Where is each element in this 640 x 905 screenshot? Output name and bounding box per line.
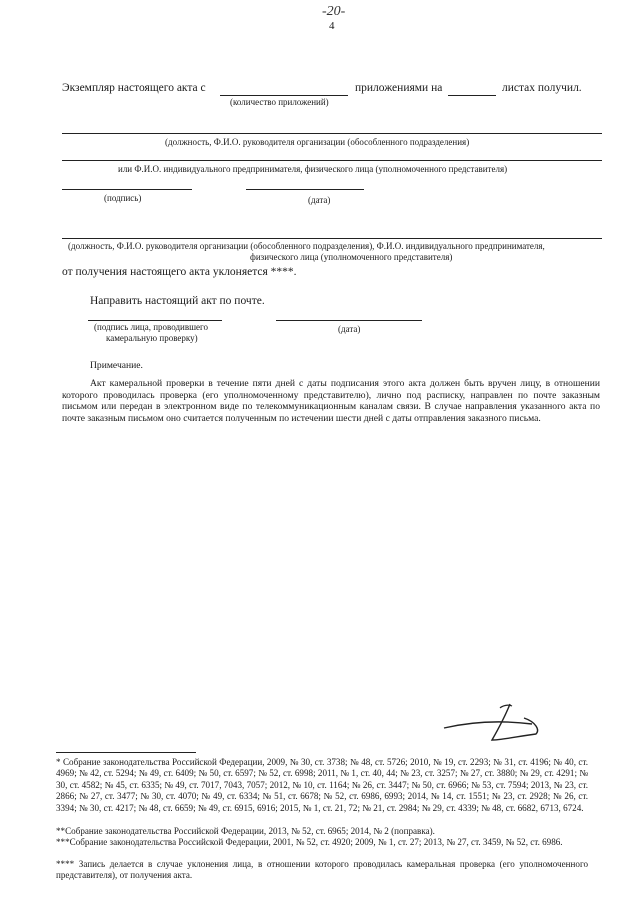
head-position-caption: (должность, Ф.И.О. руководителя организации (обособленного подразделения) — [165, 137, 470, 147]
footnote-3: ***Собрание законодательства Российской Федерации, 2001, № 52, ст. 4920; 2009, № 1, ст. 27; 2013, № 27, ст. 3459, № 52, ст. 6986. — [56, 837, 563, 847]
footnote-4: **** Запись делается в случае уклонения лица, в отношении которого проводилась камеральная проверка (его уполномоченного представителя), от получения акта. — [56, 859, 588, 881]
head-position-line[interactable] — [62, 133, 602, 134]
mail-instruction: Направить настоящий акт по почте. — [90, 295, 265, 307]
note-heading: Примечание. — [90, 360, 143, 371]
sheets-count-line[interactable] — [448, 95, 496, 96]
inspector-caption-1: (подпись лица, проводившего — [94, 322, 209, 332]
footnote-separator — [56, 752, 196, 753]
inspector-signature-line[interactable] — [88, 320, 222, 321]
refusal-caption-1: (должность, Ф.И.О. руководителя организации (обособленного подразделения), Ф.И.О. индивидуального предпринимателя, — [68, 241, 545, 251]
handwritten-page-mark: -20- — [322, 4, 346, 19]
receipt-text-2: приложениями на — [355, 82, 443, 94]
mail-date-caption: (дата) — [338, 324, 361, 334]
note-body: Акт камеральной проверки в течение пяти дней с даты подписания этого акта должен быть вручен лицу, в отношении которого проводилась проверка (его уполномоченному представителю), лично под расписку, направлен по почте заказным письмом или передан в электронном виде по телекоммуникационным каналам связи. В случае направления указанного акта по почте заказным письмом оно считается полученным по истечении шести дней с даты отправления заказного письма. — [62, 378, 600, 424]
date-line[interactable] — [246, 189, 364, 190]
inspector-caption-2: камеральную проверку) — [106, 333, 198, 343]
entrepreneur-caption: или Ф.И.О. индивидуального предпринимателя, физического лица (уполномоченного представителя) — [118, 164, 508, 174]
footnote-1: * Собрание законодательства Российской Федерации, 2009, № 30, ст. 3738; № 48, ст. 5726; 2010, № 19, ст. 2293; № 31, ст. 4196; № 40, ст. 4969; № 42, ст. 5294; № 49, ст. 6409; № 50, ст. 6597; № 52, ст. 6998; 2011, № 1, ст. 40, 44; № 23, ст. 3257; № 27, ст. 3880; № 29, ст. 4291; № 30, ст. 4582; № 45, ст. 6335; № 49, ст. 7017, 7043, 7057; 2012, № 10, ст. 1164; № 26, ст. 3447; № 50, ст. 6966; № 53, ст. 7594; 2013, № 23, ст. 2866; № 27, ст. 3477; № 30, ст. 4070; № 49, ст. 6334; № 51, ст. 6678; № 52, ст. 6986, 6993; 2014, № 14, ст. 1551; № 23, ст. 2928; № 26, ст. 3394; № 30, ст. 4217; № 48, ст. 6659; № 49, ст. 6915, 6916; 2015, № 1, ст. 21, 72; № 21, ст. 2984; № 29, ст. 4339; № 48, ст. 6682, 6713, 6724. — [56, 757, 588, 813]
receipt-text-1: Экземпляр настоящего акта с — [62, 82, 206, 94]
attachments-count-line[interactable] — [220, 95, 348, 96]
footnote-2: **Собрание законодательства Российской Федерации, 2013, № 52, ст. 6965; 2014, № 2 (поправка). — [56, 826, 435, 836]
handwritten-signature — [440, 700, 560, 750]
signature-line[interactable] — [62, 189, 192, 190]
refusal-person-line[interactable] — [62, 238, 602, 239]
attachments-count-caption: (количество приложений) — [230, 97, 329, 107]
mail-date-line[interactable] — [276, 320, 422, 321]
receipt-text-3: листах получил. — [502, 82, 582, 94]
refusal-text: от получения настоящего акта уклоняется ****. — [62, 266, 297, 278]
signature-caption: (подпись) — [104, 193, 142, 203]
entrepreneur-line[interactable] — [62, 160, 602, 161]
page-number: 4 — [329, 20, 335, 32]
date-caption: (дата) — [308, 195, 331, 205]
refusal-caption-2: физического лица (уполномоченного представителя) — [250, 252, 453, 262]
